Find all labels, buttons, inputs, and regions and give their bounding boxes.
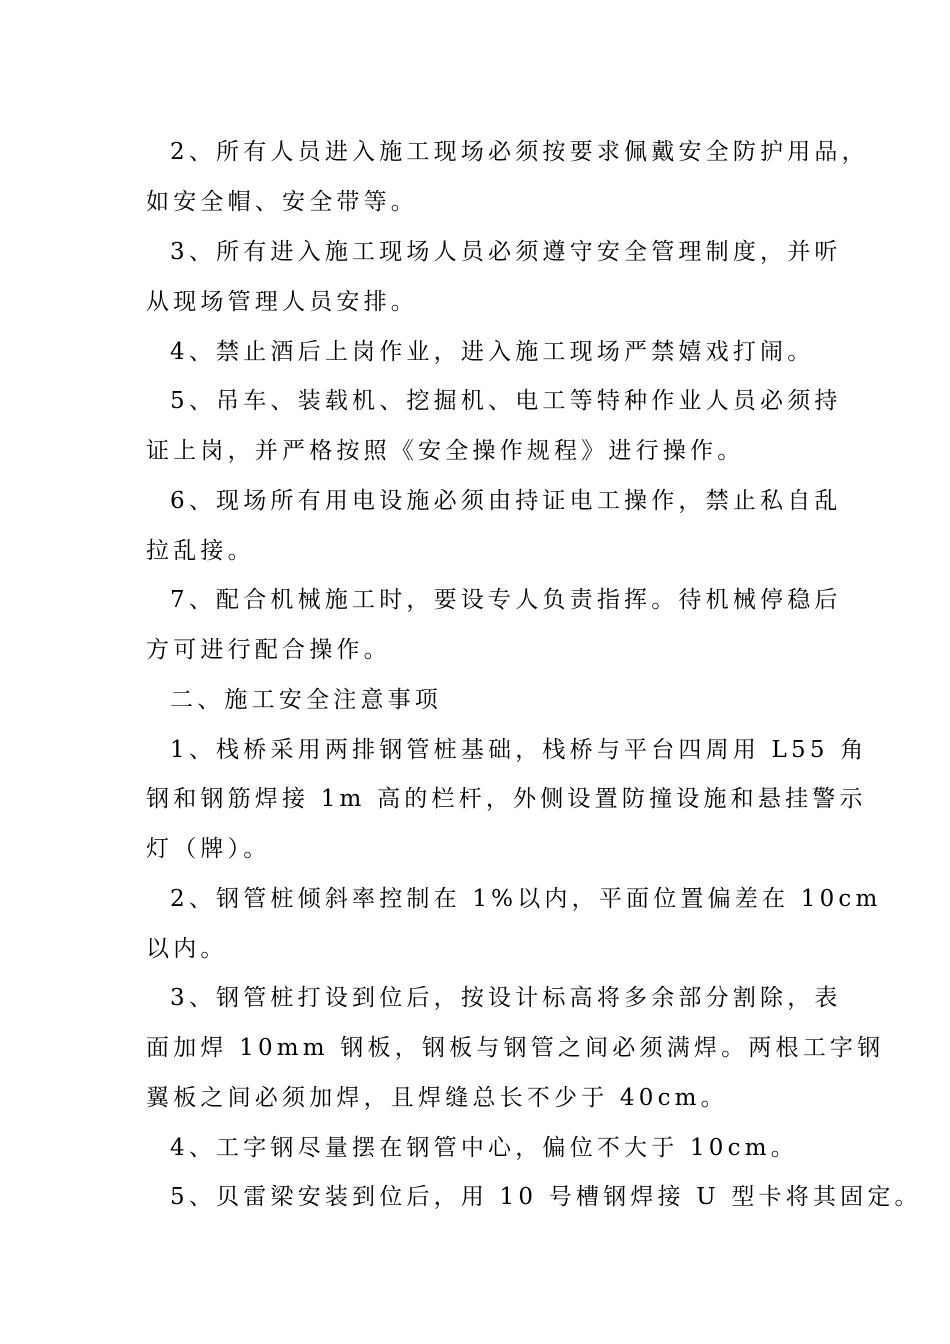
text-line: 4、禁止酒后上岗作业，进入施工现场严禁嬉戏打闹。 xyxy=(170,339,815,365)
text-line: 翼板之间必须加焊，且焊缝总长不少于 40cm。 xyxy=(146,1085,728,1111)
text-line: 3、钢管桩打设到位后，按设计标高将多余部分割除，表 xyxy=(170,985,842,1011)
text-line: 5、贝雷梁安装到位后，用 10 号槽钢焊接 U 型卡将其固定。 xyxy=(170,1184,922,1210)
text-line: 灯（牌）。 xyxy=(146,836,271,862)
text-line: 4、工字钢尽量摆在钢管中心，偏位不大于 10cm。 xyxy=(170,1135,798,1161)
text-line: 2、所有人员进入施工现场必须按要求佩戴安全防护用品， xyxy=(170,139,869,165)
text-line: 7、配合机械施工时，要设专人负责指挥。待机械停稳后 xyxy=(170,587,842,613)
section-heading: 二、施工安全注意事项 xyxy=(170,687,442,713)
text-line: 3、所有进入施工现场人员必须遵守安全管理制度，并听 xyxy=(170,239,842,265)
text-line: 5、吊车、装载机、挖掘机、电工等特种作业人员必须持 xyxy=(170,388,842,414)
text-line: 证上岗，并严格按照《安全操作规程》进行操作。 xyxy=(146,438,745,464)
text-line: 面加焊 10mm 钢板，钢板与钢管之间必须满焊。两根工字钢 xyxy=(146,1035,885,1061)
text-line: 1、栈桥采用两排钢管桩基础，栈桥与平台四周用 L55 角 xyxy=(170,737,868,763)
text-line: 2、钢管桩倾斜率控制在 1%以内，平面位置偏差在 10cm xyxy=(170,886,882,912)
text-line: 拉乱接。 xyxy=(146,538,255,564)
text-line: 钢和钢筋焊接 1m 高的栏杆，外侧设置防撞设施和悬挂警示 xyxy=(146,786,867,812)
text-line: 从现场管理人员安排。 xyxy=(146,289,418,315)
text-line: 如安全帽、安全带等。 xyxy=(146,189,418,215)
text-line: 方可进行配合操作。 xyxy=(146,637,391,663)
text-line: 6、现场所有用电设施必须由持证电工操作，禁止私自乱 xyxy=(170,488,842,514)
text-line: 以内。 xyxy=(146,936,228,962)
